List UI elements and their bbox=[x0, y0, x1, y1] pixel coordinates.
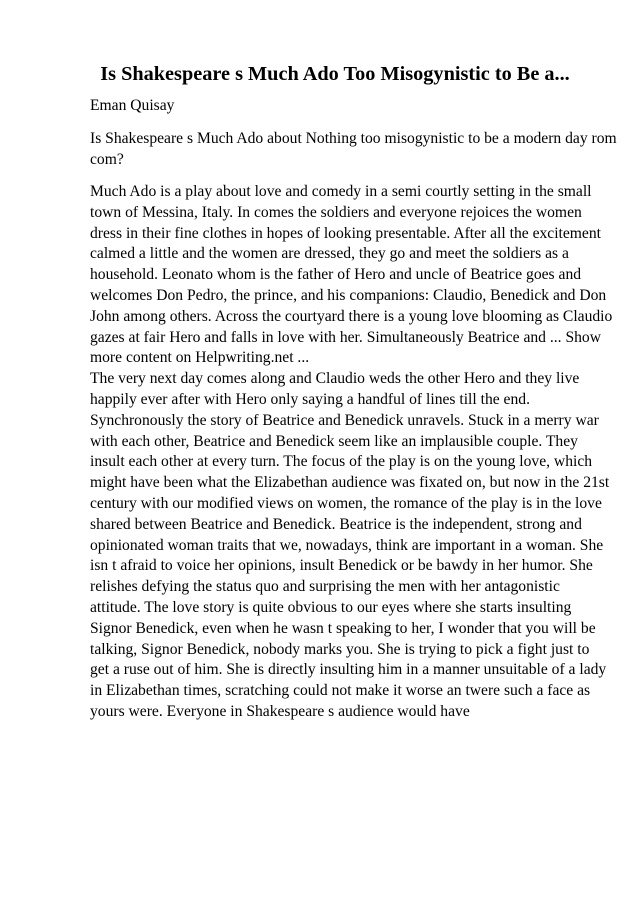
paragraph-line: calmed a little and the women are dressed, they go and meet the soldiers as a bbox=[90, 245, 569, 263]
paragraph-line: opinionated woman traits that we, nowadays, think are important in a woman. She bbox=[90, 536, 604, 554]
paragraph-line: Signor Benedick, even when he wasn t speaking to her, I wonder that you will be bbox=[90, 619, 596, 637]
paragraph-line: gazes at fair Hero and falls in love with her. Simultaneously Beatrice and ... Show bbox=[90, 328, 601, 346]
essay-question-line: Is Shakespeare s Much Ado about Nothing too misogynistic to be a modern day rom bbox=[90, 130, 617, 147]
document-title: Is Shakespeare s Much Ado Too Misogynistic to Be a... bbox=[100, 63, 570, 85]
paragraph-line: in Elizabethan times, scratching could not make it worse an twere such a face as bbox=[90, 682, 591, 700]
paragraph-line: The very next day comes along and Claudio weds the other Hero and they live bbox=[90, 370, 580, 388]
paragraph-line: isn t afraid to voice her opinions, insult Benedick or be bawdy in her humor. She bbox=[90, 557, 593, 575]
essay-question-line: com? bbox=[90, 151, 124, 168]
paragraph-line: with each other, Beatrice and Benedick seem like an implausible couple. They bbox=[90, 432, 578, 450]
paragraph-line: more content on Helpwriting.net ... bbox=[90, 349, 310, 367]
paragraph-line: town of Messina, Italy. In comes the soldiers and everyone rejoices the women bbox=[90, 203, 582, 221]
paragraph-line: talking, Signor Benedick, nobody marks you. She is trying to pick a fight just to bbox=[90, 640, 590, 658]
paragraph-line: Synchronously the story of Beatrice and Benedick unravels. Stuck in a merry war bbox=[90, 411, 599, 429]
paragraph-line: household. Leonato whom is the father of Hero and uncle of Beatrice goes and bbox=[90, 266, 582, 284]
paragraph-line: Much Ado is a play about love and comedy in a semi courtly setting in the small bbox=[90, 183, 592, 200]
paragraph-line: dress in their fine clothes in hopes of looking presentable. After all the excitement bbox=[90, 224, 601, 242]
paragraph-line: might have been what the Elizabethan audience was fixated on, but now in the 21st bbox=[90, 474, 610, 492]
paragraph-line: welcomes Don Pedro, the prince, and his companions: Claudio, Benedick and Don bbox=[90, 286, 607, 304]
paragraph-body bbox=[90, 369, 610, 723]
essay-question bbox=[90, 128, 617, 170]
author-name: Eman Quisay bbox=[90, 97, 175, 114]
paragraph-line: yours were. Everyone in Shakespeare s audience would have bbox=[90, 702, 470, 720]
paragraph-line: century with our modified views on women, the romance of the play is in the love bbox=[90, 494, 602, 512]
paragraph-line: John among others. Across the courtyard there is a young love blooming as Claudio bbox=[90, 307, 613, 325]
paragraph-line: insult each other at every turn. The focus of the play is on the young love, which bbox=[90, 453, 593, 471]
paragraph-line: relishes defying the status quo and surprising the men with her antagonistic bbox=[90, 578, 560, 596]
paragraph-line: happily ever after with Hero only saying a handful of lines till the end. bbox=[90, 390, 530, 408]
paragraph-intro bbox=[90, 182, 613, 369]
paragraph-line: shared between Beatrice and Benedick. Beatrice is the independent, strong and bbox=[90, 515, 582, 533]
paragraph-line: attitude. The love story is quite obvious to our eyes where she starts insulting bbox=[90, 598, 572, 616]
paragraph-line: get a ruse out of him. She is directly insulting him in a manner unsuitable of a lady bbox=[90, 661, 607, 679]
